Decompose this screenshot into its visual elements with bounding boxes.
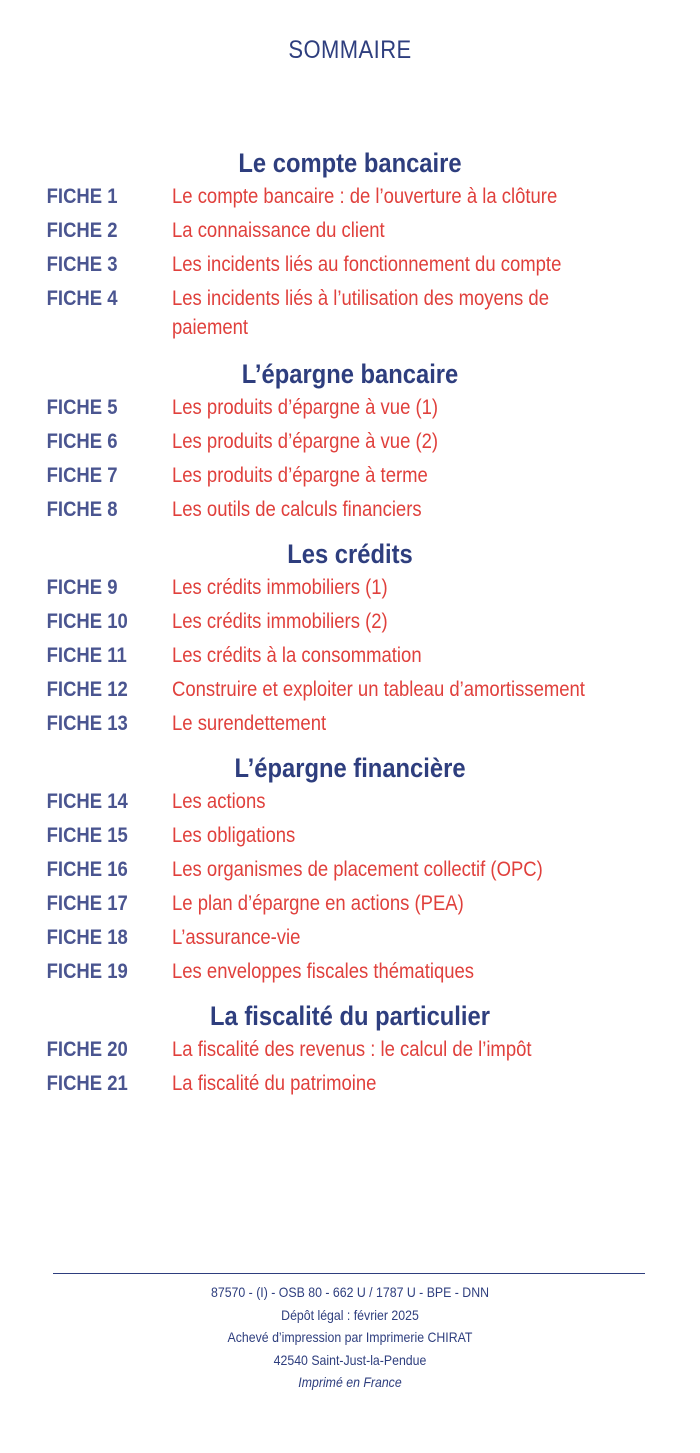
fiche-number: FICHE 21: [46, 1072, 128, 1095]
toc-entry[interactable]: [0, 887, 700, 921]
toc-entry[interactable]: [0, 785, 700, 819]
table-of-contents: [0, 146, 700, 1111]
fiche-title: Les obligations: [172, 824, 296, 847]
toc-entry[interactable]: [0, 1067, 700, 1101]
toc-entry[interactable]: [0, 673, 700, 707]
toc-entry[interactable]: [0, 391, 700, 425]
toc-entry[interactable]: [0, 282, 700, 345]
colophon-reference: 87570 - (I) - OSB 80 - 662 U / 1787 U - BPE - DNN: [211, 1284, 489, 1300]
fiche-number: FICHE 5: [46, 396, 118, 419]
fiche-title: Les crédits à la consommation: [172, 644, 422, 667]
toc-entry[interactable]: [0, 459, 700, 493]
colophon: [0, 1281, 700, 1394]
fiche-title: Les produits d’épargne à terme: [172, 464, 428, 487]
fiche-title: Le surendettement: [172, 712, 327, 735]
fiche-title: La fiscalité des revenus : le calcul de l’impôt: [172, 1038, 532, 1061]
fiche-number: FICHE 2: [46, 219, 118, 242]
toc-entry[interactable]: [0, 955, 700, 989]
section-heading: Le compte bancaire: [238, 148, 462, 178]
fiche-title: La fiscalité du patrimoine: [172, 1072, 377, 1095]
fiche-number: FICHE 15: [46, 824, 128, 847]
toc-entry[interactable]: [0, 853, 700, 887]
toc-entry[interactable]: [0, 180, 700, 214]
colophon-address: 42540 Saint-Just-la-Pendue: [273, 1351, 427, 1368]
page-title: SOMMAIRE: [288, 36, 412, 64]
section-fiscalite: [0, 999, 700, 1101]
fiche-number: FICHE 16: [46, 858, 128, 881]
section-heading: L’épargne bancaire: [241, 359, 459, 389]
toc-entry[interactable]: [0, 1033, 700, 1067]
colophon-legal-deposit: Dépôt légal : février 2025: [281, 1306, 419, 1323]
toc-entry[interactable]: [0, 921, 700, 955]
fiche-number: FICHE 3: [46, 253, 118, 276]
fiche-number: FICHE 11: [46, 644, 127, 667]
toc-entry[interactable]: [0, 571, 700, 605]
fiche-title: Construire et exploiter un tableau d’amortissement: [172, 678, 585, 701]
toc-entry[interactable]: [0, 819, 700, 853]
fiche-title: Le plan d’épargne en actions (PEA): [172, 892, 464, 915]
toc-entry[interactable]: [0, 248, 700, 282]
fiche-title: L’assurance-vie: [172, 926, 301, 949]
fiche-title: Le compte bancaire : de l’ouverture à la clôture: [172, 185, 558, 208]
fiche-number: FICHE 10: [46, 610, 128, 633]
fiche-title: Les organismes de placement collectif (OPC): [172, 858, 543, 881]
toc-entry[interactable]: [0, 425, 700, 459]
section-epargne-financiere: [0, 751, 700, 989]
toc-entry[interactable]: [0, 214, 700, 248]
toc-entry[interactable]: [0, 493, 700, 527]
fiche-number: FICHE 14: [46, 790, 128, 813]
toc-entry[interactable]: [0, 707, 700, 741]
fiche-number: FICHE 17: [46, 892, 128, 915]
section-heading: Les crédits: [287, 539, 413, 569]
section-epargne-bancaire: [0, 357, 700, 527]
fiche-number: FICHE 12: [46, 678, 128, 701]
colophon-printer: Achevé d’impression par Imprimerie CHIRAT: [227, 1329, 473, 1345]
fiche-title: Les incidents liés à l’utilisation des moyens de paiement: [172, 287, 549, 339]
fiche-title: Les crédits immobiliers (1): [172, 576, 388, 599]
section-credits: [0, 537, 700, 741]
fiche-number: FICHE 7: [46, 464, 118, 487]
fiche-number: FICHE 1: [46, 185, 118, 208]
fiche-number: FICHE 9: [46, 576, 118, 599]
section-compte-bancaire: [0, 146, 700, 345]
fiche-number: FICHE 6: [46, 430, 118, 453]
toc-entry[interactable]: [0, 639, 700, 673]
fiche-number: FICHE 4: [46, 287, 118, 310]
fiche-number: FICHE 18: [46, 926, 128, 949]
colophon-printed-in: Imprimé en France: [298, 1374, 402, 1390]
section-heading: La fiscalité du particulier: [210, 1001, 490, 1031]
fiche-title: Les outils de calculs financiers: [172, 498, 422, 521]
section-heading: L’épargne financière: [234, 753, 466, 783]
fiche-title: Les produits d’épargne à vue (1): [172, 396, 439, 419]
fiche-number: FICHE 8: [46, 498, 118, 521]
fiche-title: Les enveloppes fiscales thématiques: [172, 960, 475, 983]
fiche-title: Les incidents liés au fonctionnement du compte: [172, 253, 562, 276]
footer-divider: [53, 1273, 645, 1274]
fiche-title: Les crédits immobiliers (2): [172, 610, 388, 633]
fiche-title: Les actions: [172, 790, 266, 813]
toc-entry[interactable]: [0, 605, 700, 639]
fiche-number: FICHE 19: [46, 960, 128, 983]
fiche-title: Les produits d’épargne à vue (2): [172, 430, 439, 453]
fiche-title: La connaissance du client: [172, 219, 385, 242]
fiche-number: FICHE 20: [46, 1038, 128, 1061]
fiche-number: FICHE 13: [46, 712, 128, 735]
